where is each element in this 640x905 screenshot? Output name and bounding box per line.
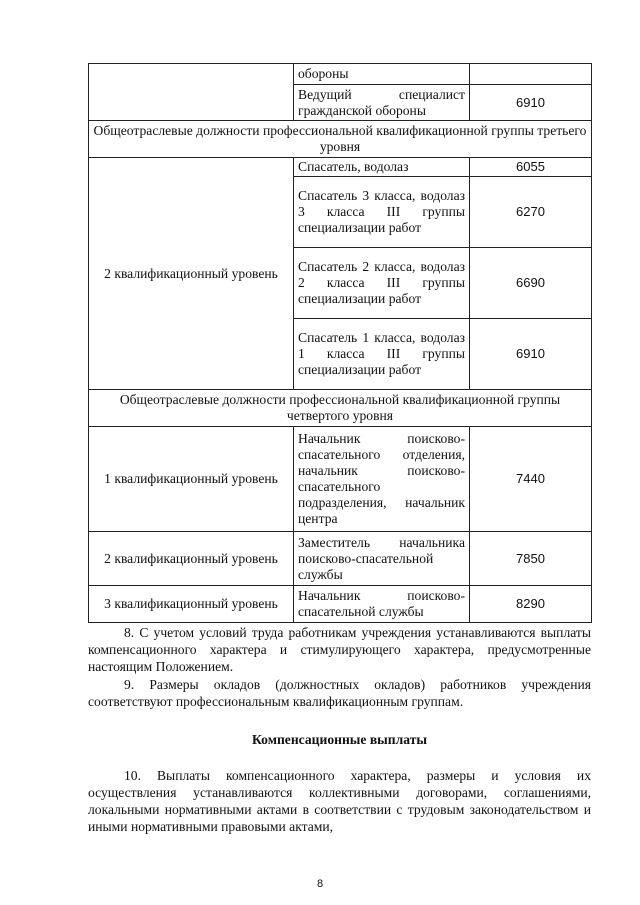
position-cell: обороны: [294, 64, 470, 85]
salary-cell: 6055: [470, 158, 592, 177]
position-cell: Начальник поисково-спасательной службы: [294, 586, 470, 623]
table-row: [89, 532, 592, 586]
level-cell-empty: [89, 64, 294, 121]
position-cell: Заместитель начальника поисково-спасательной службы: [294, 532, 470, 586]
position-cell: Ведущий специалист гражданской обороны: [294, 85, 470, 121]
level-cell: 2 квалификационный уровень: [89, 532, 294, 586]
group-header-row: [89, 121, 592, 158]
position-cell: Спасатель, водолаз: [294, 158, 470, 177]
group4-header: Общеотраслевые должности профессиональной квалификационной группы четвертого уровня: [89, 390, 592, 427]
group3-header: Общеотраслевые должности профессиональной квалификационной группы третьего уровня: [89, 121, 592, 158]
table-row: [89, 427, 592, 532]
section-heading: Компенсационные выплаты: [252, 732, 427, 747]
paragraph-8: 8. С учетом условий труда работникам учреждения устанавливаются выплаты компенсационного характера и стимулирующего характера, предусмотренные настоящим Положением.: [88, 625, 591, 674]
salary-cell: 7440: [470, 427, 592, 532]
position-cell: Начальник поисково-спасательного отделения, начальник поисково-спасательного подразделения, начальник центра: [294, 427, 470, 532]
salary-table: [88, 63, 592, 623]
table-row: [89, 586, 592, 623]
table-row: [89, 158, 592, 177]
salary-cell: 6910: [470, 319, 592, 390]
level-cell: 1 квалификационный уровень: [89, 427, 294, 532]
position-cell: Спасатель 1 класса, водолаз 1 класса III группы специализации работ: [294, 319, 470, 390]
level-cell: 3 квалификационный уровень: [89, 586, 294, 623]
salary-cell: 8290: [470, 586, 592, 623]
salary-cell: 6690: [470, 248, 592, 319]
paragraph-10: 10. Выплаты компенсационного характера, размеры и условия их осуществления устанавливаются коллективными договорами, соглашениями, локальными нормативными актами в соответствии с трудовым законодательством и иными нормативными правовыми актами,: [88, 768, 591, 834]
salary-cell: [470, 64, 592, 85]
salary-cell: 7850: [470, 532, 592, 586]
salary-cell: 6910: [470, 85, 592, 121]
group-header-row: [89, 390, 592, 427]
level-cell: 2 квалификационный уровень: [89, 158, 294, 390]
salary-cell: 6270: [470, 177, 592, 248]
paragraph-9: 9. Размеры окладов (должностных окладов) работников учреждения соответствуют профессиональным квалификационным группам.: [88, 677, 591, 709]
table-row: [89, 64, 592, 85]
page-number: 8: [316, 878, 324, 890]
position-cell: Спасатель 3 класса, водолаз 3 класса III группы специализации работ: [294, 177, 470, 248]
position-cell: Спасатель 2 класса, водолаз 2 класса III группы специализации работ: [294, 248, 470, 319]
